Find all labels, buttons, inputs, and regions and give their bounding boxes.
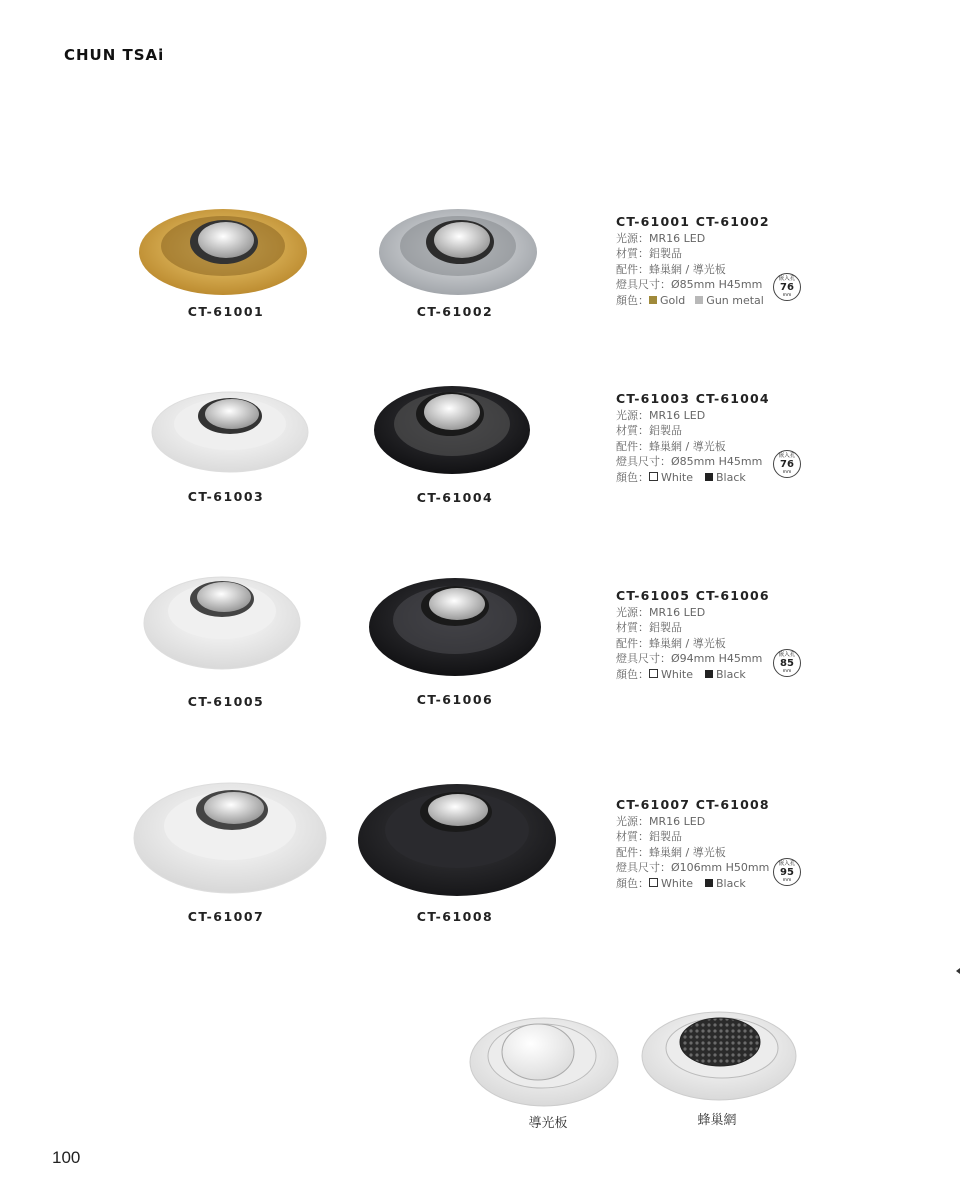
light-guide-caption: 導光板	[528, 1116, 568, 1131]
spec-accessories: 配件：蜂巢網 / 導光板	[616, 636, 726, 650]
badge-number: 85	[780, 658, 794, 669]
spec-color-2: Black	[716, 667, 746, 681]
cutout-badge-1	[773, 273, 801, 301]
badge-label: 嵌入孔	[778, 861, 796, 867]
badge-label: 嵌入孔	[778, 276, 796, 282]
caption-ct61007: CT-61007	[187, 909, 265, 924]
gun-metal-swatch	[695, 296, 703, 304]
caption-ct61008: CT-61008	[416, 909, 494, 924]
spec-color-2: Gun metal	[706, 293, 764, 307]
spec-size: 燈具尺寸：Ø106mm H50mm	[616, 861, 770, 874]
spec-color-2: Black	[716, 470, 746, 484]
gold-swatch	[649, 296, 657, 304]
black-swatch	[705, 670, 713, 678]
caption-ct61003: CT-61003	[187, 489, 265, 504]
badge-unit: mm	[782, 470, 792, 475]
spec-color-label: 顏色：	[616, 293, 649, 307]
caption-ct61005: CT-61005	[187, 694, 265, 709]
spec-light-source: 光源：MR16 LED	[616, 814, 706, 828]
black-swatch	[705, 473, 713, 481]
page-number: 100	[52, 1148, 81, 1167]
spec-title: CT-61005 CT-61006	[616, 588, 770, 603]
edge-marker	[956, 968, 960, 974]
badge-number: 95	[780, 867, 794, 878]
lamp-image-ct61001	[138, 206, 308, 296]
spec-title: CT-61007 CT-61008	[616, 797, 770, 812]
lamp-image-ct61006	[367, 576, 543, 678]
white-swatch	[649, 669, 658, 678]
white-swatch	[649, 878, 658, 887]
lamp-image-ct61004	[372, 384, 532, 476]
spec-light-source: 光源：MR16 LED	[616, 408, 706, 422]
badge-unit: mm	[782, 293, 792, 298]
black-swatch	[705, 879, 713, 887]
cutout-badge-2	[773, 450, 801, 478]
spec-color-1: Gold	[660, 293, 686, 307]
white-swatch	[649, 472, 658, 481]
badge-label: 嵌入孔	[778, 652, 796, 658]
badge-number: 76	[780, 459, 794, 470]
honeycomb-caption: 蜂巢網	[697, 1113, 737, 1128]
spec-accessories: 配件：蜂巢網 / 導光板	[616, 262, 726, 276]
spec-size: 燈具尺寸：Ø85mm H45mm	[616, 455, 763, 468]
badge-unit: mm	[782, 878, 792, 883]
badge-number: 76	[780, 282, 794, 293]
lamp-image-ct61002	[378, 206, 538, 296]
spec-color-1: White	[661, 470, 693, 484]
spec-color-2: Black	[716, 876, 746, 890]
cutout-badge-3	[773, 649, 801, 677]
lamp-image-ct61008	[356, 782, 558, 898]
caption-ct61002: CT-61002	[416, 304, 494, 319]
spec-light-source: 光源：MR16 LED	[616, 231, 706, 245]
badge-unit: mm	[782, 669, 792, 674]
spec-title: CT-61001 CT-61002	[616, 214, 770, 229]
light-guide-accessory-image	[468, 1012, 620, 1108]
cutout-badge-4	[773, 858, 801, 886]
lamp-image-ct61005	[142, 573, 302, 673]
caption-ct61004: CT-61004	[416, 490, 494, 505]
honeycomb-accessory-image	[640, 1010, 798, 1102]
spec-material: 材質：鋁製品	[616, 830, 682, 843]
caption-ct61006: CT-61006	[416, 692, 494, 707]
brand-logo: CHUN TSAi	[64, 46, 165, 64]
spec-accessories: 配件：蜂巢網 / 導光板	[616, 845, 726, 859]
caption-ct61001: CT-61001	[187, 304, 265, 319]
spec-light-source: 光源：MR16 LED	[616, 605, 706, 619]
lamp-image-ct61003	[150, 390, 310, 476]
spec-color-label: 顏色：	[616, 667, 649, 681]
lamp-image-ct61007	[132, 780, 328, 896]
spec-material: 材質：鋁製品	[616, 621, 682, 634]
spec-material: 材質：鋁製品	[616, 424, 682, 437]
spec-color-label: 顏色：	[616, 470, 649, 484]
spec-color-label: 顏色：	[616, 876, 649, 890]
spec-size: 燈具尺寸：Ø94mm H45mm	[616, 652, 763, 665]
spec-size: 燈具尺寸：Ø85mm H45mm	[616, 278, 763, 291]
spec-title: CT-61003 CT-61004	[616, 391, 770, 406]
spec-color-1: White	[661, 667, 693, 681]
spec-accessories: 配件：蜂巢網 / 導光板	[616, 439, 726, 453]
spec-color-1: White	[661, 876, 693, 890]
spec-material: 材質：鋁製品	[616, 247, 682, 260]
badge-label: 嵌入孔	[778, 453, 796, 459]
